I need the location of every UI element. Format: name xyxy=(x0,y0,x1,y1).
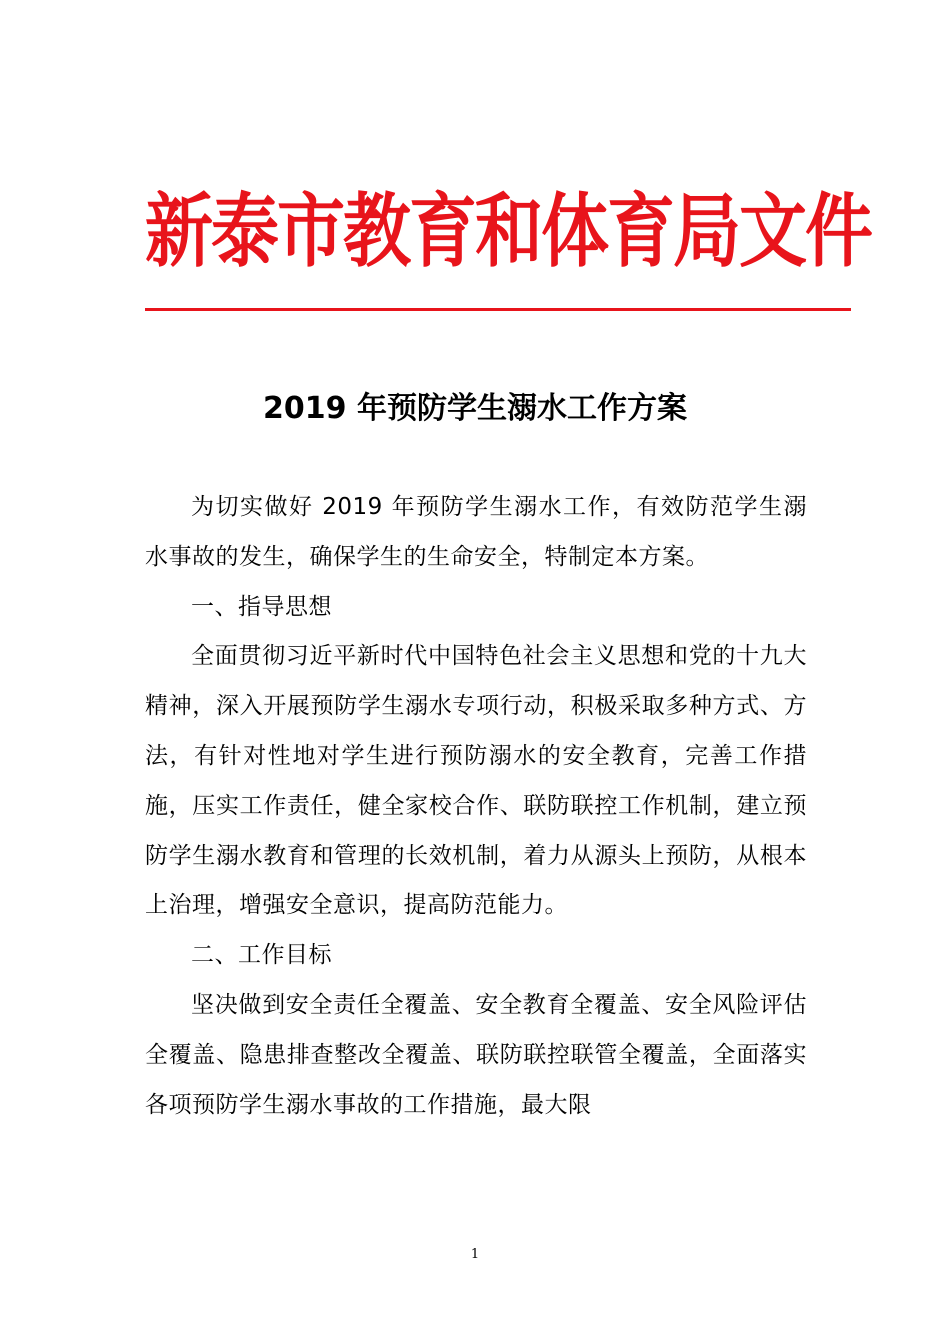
paragraph-intro: 为切实做好 2019 年预防学生溺水工作，有效防范学生溺水事故的发生，确保学生的生命安全，特制定本方案。 xyxy=(145,494,807,570)
document-body xyxy=(145,483,807,1130)
document-header: 新泰市教育和体育局文件 xyxy=(145,185,872,280)
page-number: 1 xyxy=(470,1247,480,1262)
paragraph-work-goals: 坚决做到安全责任全覆盖、安全教育全覆盖、安全风险评估全覆盖、隐患排查整改全覆盖、联防联控联管全覆盖，全面落实各项预防学生溺水事故的工作措施，最大限 xyxy=(145,991,807,1118)
header-divider xyxy=(145,308,851,311)
section-heading-guiding-thought: 一、指导思想 xyxy=(191,593,332,620)
paragraph-guiding-thought: 全面贯彻习近平新时代中国特色社会主义思想和党的十九大精神，深入开展预防学生溺水专项行动，积极采取多种方式、方法，有针对性地对学生进行预防溺水的安全教育，完善工作措施，压实工作责任，健全家校合作、联防联控工作机制，建立预防学生溺水教育和管理的长效机制，着力从源头上预防，从根本上治理，增强安全意识，提高防范能力。 xyxy=(145,643,807,919)
section-heading-work-goals: 二、工作目标 xyxy=(191,942,332,969)
document-title: 2019 年预防学生溺水工作方案 xyxy=(263,391,687,426)
